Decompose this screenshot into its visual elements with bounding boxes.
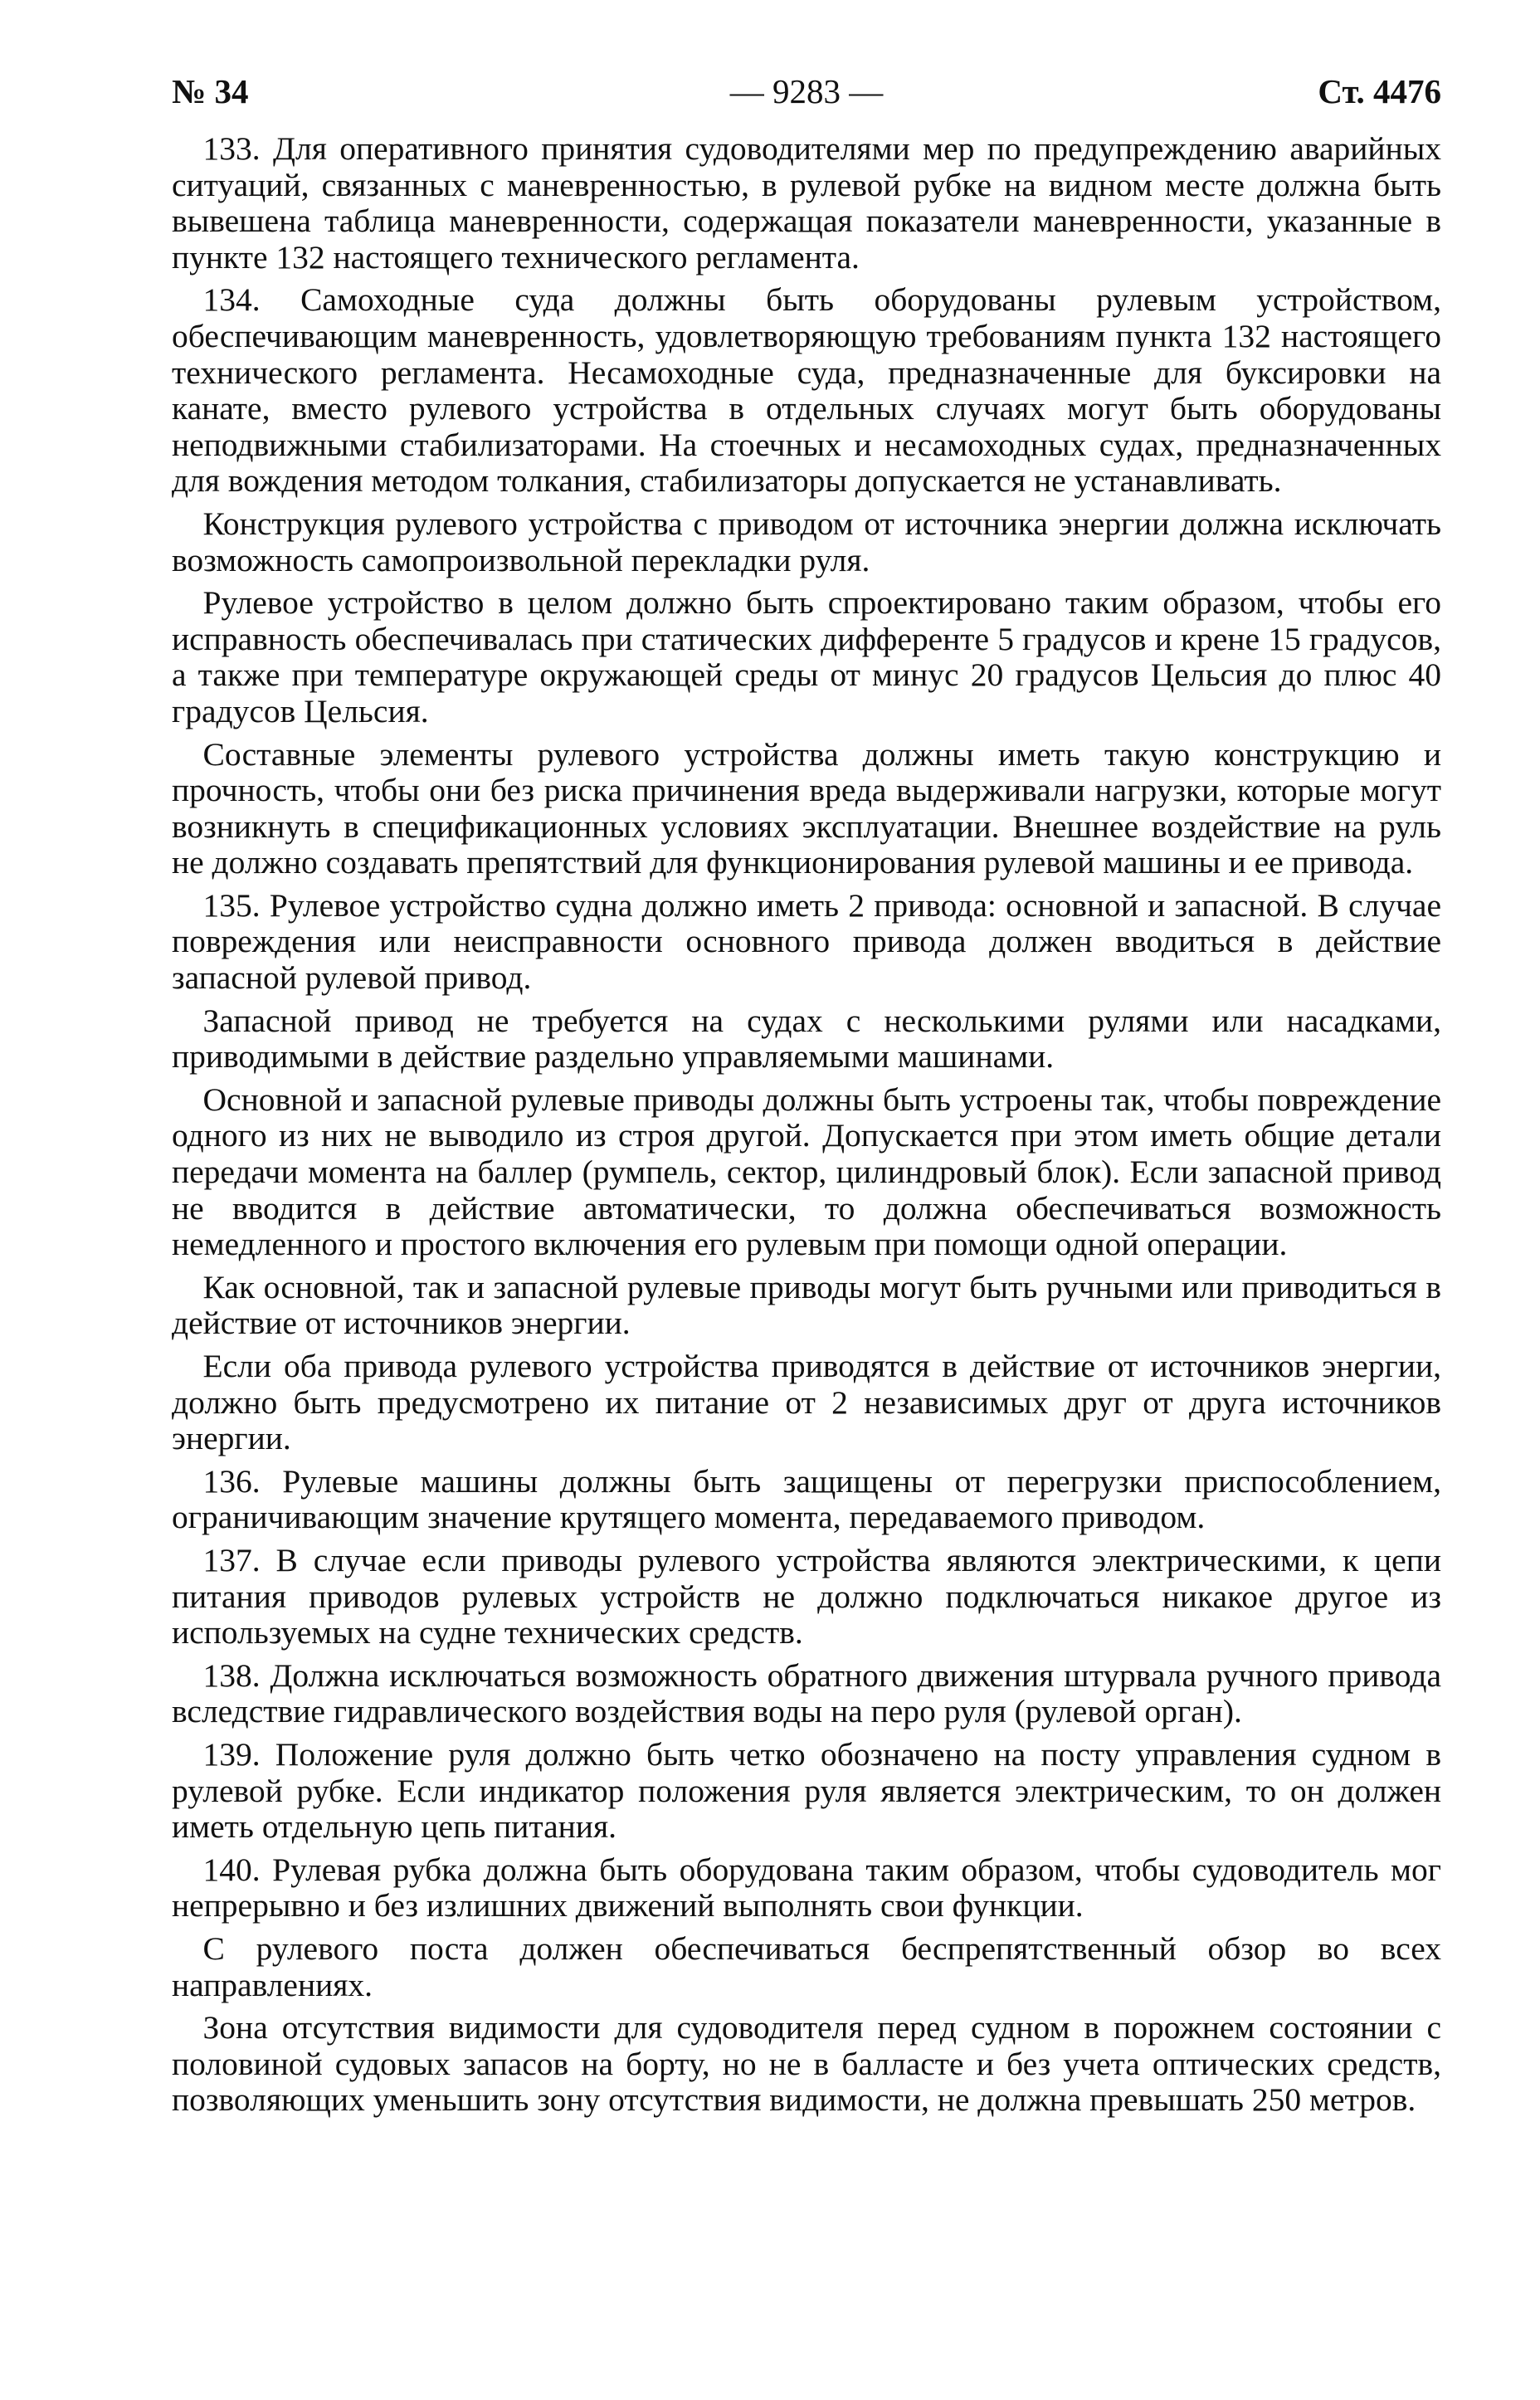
paragraph: Рулевое устройство в целом должно быть спроектировано таким образом, чтобы его исправность обеспечивалась при статических дифференте 5 градусов и крене 15 градусов, а также при температуре окружающей среды от минус 20 градусов Цельсия до плюс 40 градусов Цельсия. — [172, 584, 1441, 729]
paragraph-139: 139. Положение руля должно быть четко обозначено на посту управления судном в рулевой рубке. Если индикатор положения руля является электрическим, то он должен иметь отдельную цепь питания. — [172, 1735, 1441, 1846]
paragraph-133: 133. Для оперативного принятия судоводителями мер по предупреждению аварийных ситуаций, связанных с маневренностью, в рулевой рубке на видном месте должна быть вывешена таблица маневренности, содержащая показатели маневренности, указанные в пункте 132 настоящего технического регламента. — [172, 130, 1441, 276]
paragraph: Как основной, так и запасной рулевые приводы могут быть ручными или приводиться в действие от источников энергии. — [172, 1268, 1441, 1342]
paragraph: Конструкция рулевого устройства с приводом от источника энергии должна исключать возможность самопроизвольной перекладки руля. — [172, 505, 1441, 578]
page-number: — 9283 — — [729, 72, 884, 110]
paragraph: Если оба привода рулевого устройства приводятся в действие от источников энергии, должно быть предусмотрено их питание от 2 независимых друг от друга источников энергии. — [172, 1348, 1441, 1457]
paragraph-140: 140. Рулевая рубка должна быть оборудована таким образом, чтобы судоводитель мог непрерывно и без излишних движений выполнять свои функции. — [172, 1851, 1441, 1924]
page-header — [172, 66, 1441, 116]
paragraph: Зона отсутствия видимости для судоводителя перед судном в порожнем состоянии с половиной судовых запасов на борту, но не в балласте и без учета оптических средств, позволяющих уменьшить зону отсутствия видимости, не должна превышать 250 метров. — [172, 2009, 1441, 2119]
paragraph-138: 138. Должна исключаться возможность обратного движения штурвала ручного привода вследствие гидравлического воздействия воды на перо руля (рулевой орган). — [172, 1656, 1441, 1730]
paragraph-135: 135. Рулевое устройство судна должно иметь 2 привода: основной и запасной. В случае повреждения или неисправности основного привода должен вводиться в действие запасной рулевой привод. — [172, 886, 1441, 997]
paragraph: С рулевого поста должен обеспечиваться беспрепятственный обзор во всех направлениях. — [172, 1929, 1441, 2003]
paragraph: Основной и запасной рулевые приводы должны быть устроены так, чтобы повреждение одного из них не выводило из строя другой. Допускается при этом иметь общие детали передачи момента на баллер (румпель, сектор, цилиндровый блок). Если запасной привод не вводится в действие автоматически, то должна обеспечиваться возможность немедленного и простого включения его рулевым при помощи одной операции. — [172, 1080, 1441, 1263]
paragraph: Запасной привод не требуется на судах с несколькими рулями или насадками, приводимыми в действие раздельно управляемыми машинами. — [172, 1002, 1441, 1076]
document-body — [172, 131, 1441, 2119]
paragraph-137: 137. В случае если приводы рулевого устройства являются электрическими, к цепи питания приводов рулевых устройств не должно подключаться никакое другое из используемых на судне технических средств. — [172, 1541, 1441, 1651]
issue-number: № 34 — [172, 72, 249, 110]
paragraph-134: 134. Самоходные суда должны быть оборудованы рулевым устройством, обеспечивающим маневренность, удовлетворяющую требованиям пункта 132 настоящего технического регламента. Несамоходные суда, предназначенные для буксировки на канате, вместо рулевого устройства в отдельных случаях могут быть оборудованы неподвижными стабилизаторами. На стоечных и несамоходных судах, предназначенных для вождения методом толкания, стабилизаторы допускается не устанавливать. — [172, 281, 1441, 500]
paragraph-136: 136. Рулевые машины должны быть защищены от перегрузки приспособлением, ограничивающим значение крутящего момента, передаваемого приводом. — [172, 1462, 1441, 1536]
paragraph: Составные элементы рулевого устройства должны иметь такую конструкцию и прочность, чтобы они без риска причинения вреда выдерживали нагрузки, которые могут возникнуть в спецификационных условиях эксплуатации. Внешнее воздействие на руль не должно создавать препятствий для функционирования рулевой машины и ее привода. — [172, 735, 1441, 881]
article-number: Ст. 4476 — [1318, 72, 1441, 110]
